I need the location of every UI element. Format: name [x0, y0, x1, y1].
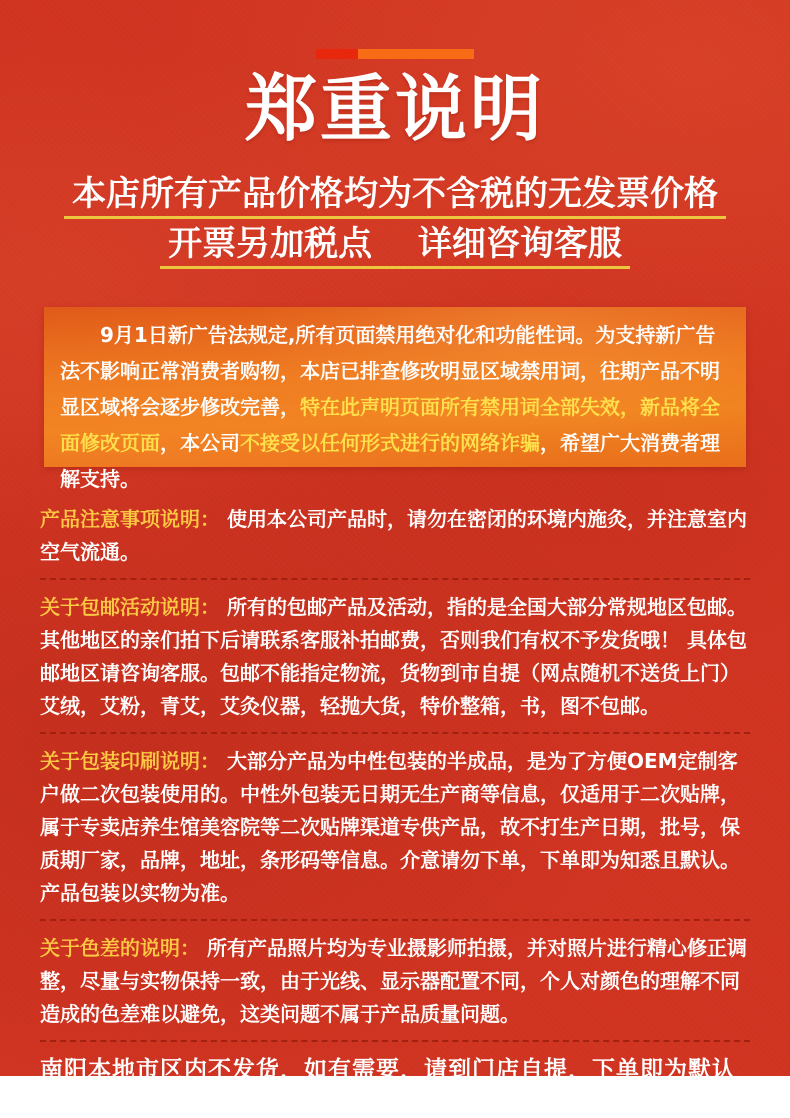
- notice-segment-2-highlight: 特在此声明页面所有禁用词全部失效，新品将全面修改页面: [60, 394, 720, 455]
- header-accent-bar: [0, 0, 790, 59]
- ad-law-notice-text: [60, 317, 730, 497]
- notice-segment-4-highlight: 不接受以任何形式进行的网络诈骗: [240, 430, 540, 455]
- accent-bar-orange-segment: [358, 49, 474, 59]
- accent-bar-dark-segment: [316, 49, 358, 59]
- notes-list: [0, 503, 790, 1118]
- page-title: 郑重说明: [244, 67, 545, 151]
- note-color-difference-heading: 关于色差的说明：: [40, 935, 200, 960]
- note-packaging-print-heading: 关于包装印刷说明：: [40, 748, 220, 773]
- note-color-difference-body: 所有产品照片均为专业摄影师拍摄，并对照片进行精心修正调整，尽量与实物保持一致，由于光线、显示器配置不同，个人对颜色的理解不同造成的色差难以避免，这类问题不属于产品质量问题。: [40, 935, 747, 1026]
- notice-segment-1: 9月1日新广告法规定,所有页面禁用绝对化和功能性词。为支持新广告法不影响正常消费者购物，本店已排查修改明显区域禁用词，往期产品不明显区域将会逐步修改完善，: [60, 322, 720, 419]
- subtitle-line-2: [0, 223, 790, 269]
- note-product-caution-body: 使用本公司产品时，请勿在密闭的环境内施灸，并注意室内空气流通。: [40, 506, 747, 564]
- ad-law-notice-box: [44, 307, 746, 491]
- notice-segment-3: ，本公司: [160, 430, 240, 455]
- local-pickup-notice: 南阳本地市区内不发货，如有需要，请到门店自提，下单即为默认知悉！: [40, 1056, 736, 1115]
- notice-segment-5: ，希望广大消费者理解支持。: [60, 430, 720, 491]
- subtitle-line-1: [0, 173, 790, 219]
- dashed-divider: [40, 1040, 750, 1042]
- note-free-shipping-heading: 关于包邮活动说明：: [40, 594, 220, 619]
- subtitle-line-2-text: 开票另加税点 详细咨询客服: [160, 223, 630, 269]
- note-product-caution: [40, 503, 750, 569]
- note-free-shipping: [40, 591, 750, 723]
- note-free-shipping-body: 所有的包邮产品及活动，指的是全国大部分常规地区包邮。其他地区的亲们拍下后请联系客服补拍邮费，否则我们有权不予发货哦！ 具体包邮地区请咨询客服。包邮不能指定物流，货物到市自提（网点随机不送货上门）艾绒，艾粉，青艾，艾灸仪器，轻抛大货，特价整箱，书，图不包邮。: [40, 594, 747, 718]
- dashed-divider: [40, 578, 750, 580]
- subtitle-line-1-text: 本店所有产品价格均为不含税的无发票价格: [64, 173, 726, 219]
- dashed-divider: [40, 732, 750, 734]
- note-color-difference: [40, 932, 750, 1031]
- note-packaging-print-body: 大部分产品为中性包装的半成品，是为了方便OEM定制客户做二次包装使用的。中性外包装无日期无生产商等信息，仅适用于二次贴牌，属于专卖店养生馆美容院等二次贴牌渠道专供产品，故不打生产日期，批号，保质期厂家，品牌，地址，条形码等信息。介意请勿下单，下单即为知悉且默认。产品包装以实物为准。: [40, 748, 740, 905]
- dashed-divider: [40, 919, 750, 921]
- note-product-caution-heading: 产品注意事项说明：: [40, 506, 220, 531]
- note-packaging-print: [40, 745, 750, 910]
